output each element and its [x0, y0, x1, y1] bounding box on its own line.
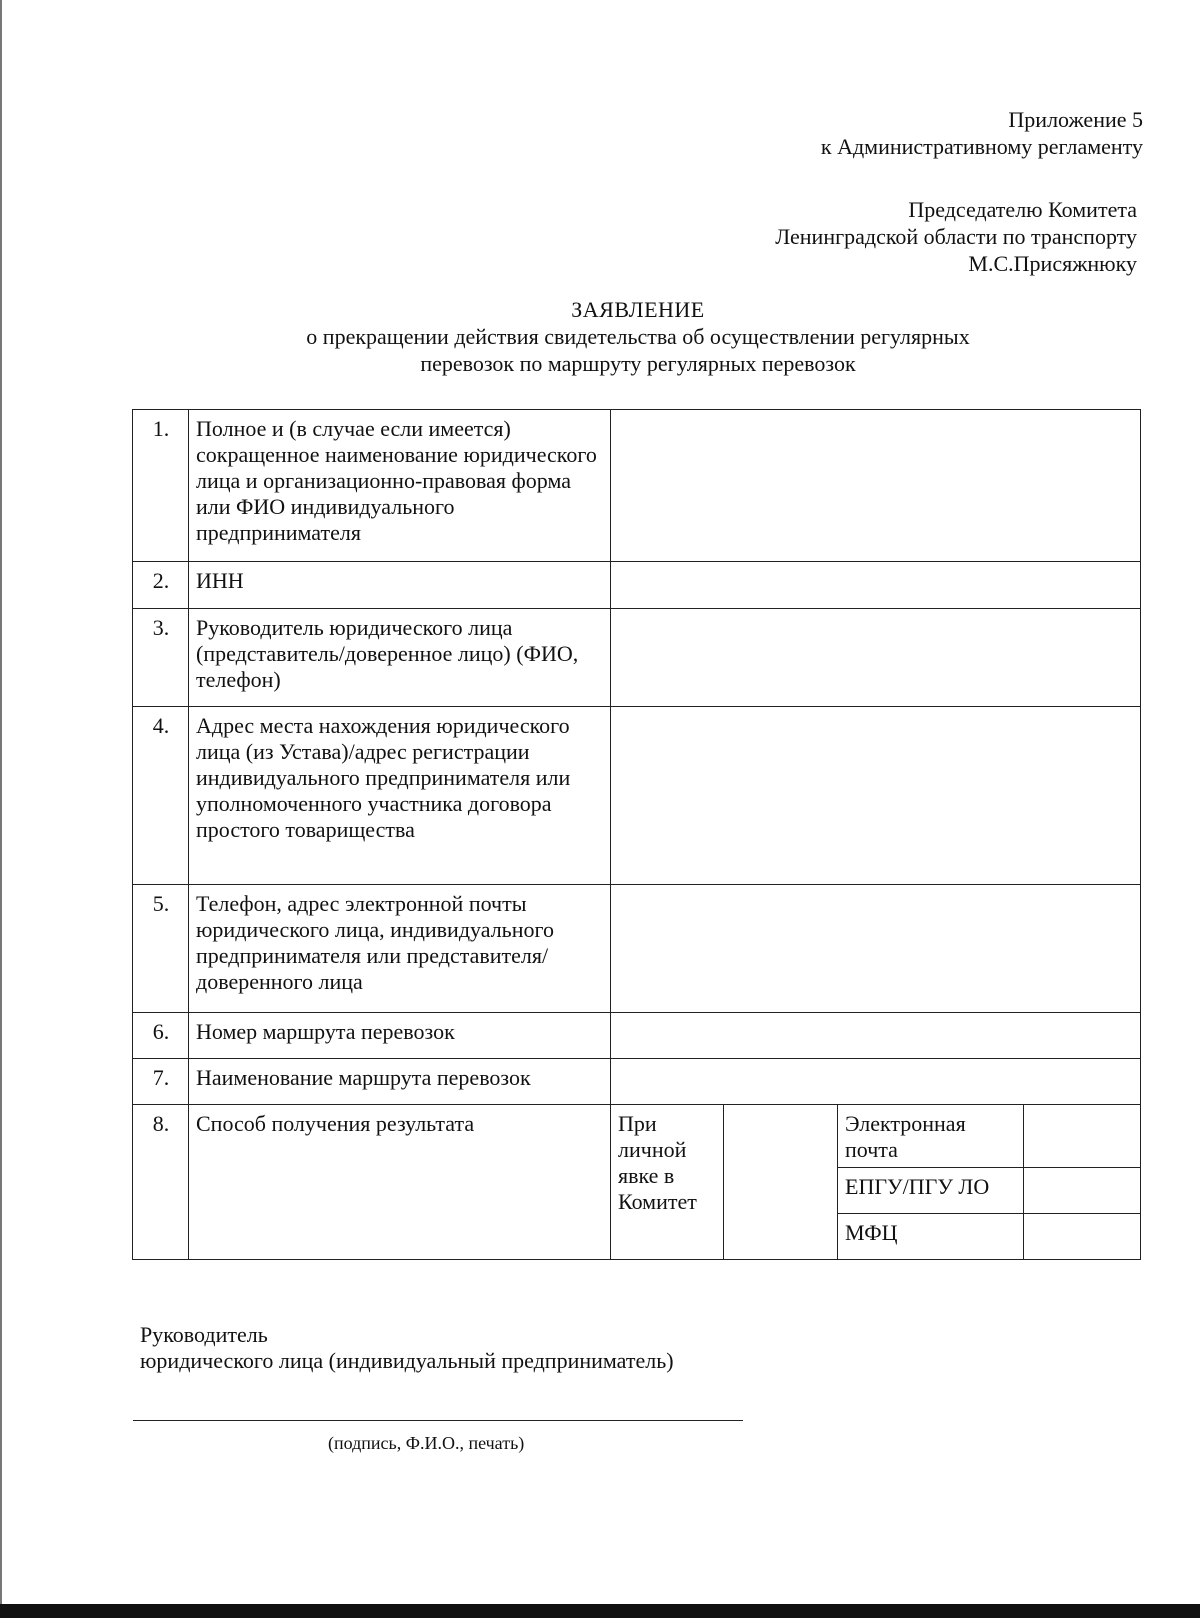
email-option-checkbox[interactable]: [1024, 1105, 1141, 1168]
title-heading: ЗАЯВЛЕНИЕ: [571, 297, 705, 322]
appendix-header: [821, 106, 1143, 160]
signature-line-1: Руководитель: [140, 1322, 268, 1347]
addressee-line-1: Председателю Комитета: [908, 197, 1137, 222]
application-form-table: [132, 409, 1141, 1260]
in-person-option-label: При личной явке в Комитет: [611, 1105, 724, 1260]
row-label: Наименование маршрута перевозок: [189, 1059, 611, 1105]
addressee-line-2: Ленинградской области по транспорту: [775, 224, 1137, 249]
signature-block: [140, 1322, 674, 1374]
appendix-line-1: Приложение 5: [1008, 107, 1143, 132]
signature-line-2: юридического лица (индивидуальный предприниматель): [140, 1348, 674, 1373]
appendix-line-2: к Административному регламенту: [820, 134, 1143, 159]
row-value-field[interactable]: [611, 410, 1141, 562]
row-value-field[interactable]: [611, 1013, 1141, 1059]
mfc-option-label: МФЦ: [838, 1214, 1024, 1260]
row-number: 7.: [133, 1059, 189, 1105]
epgu-option-label: ЕПГУ/ПГУ ЛО: [838, 1168, 1024, 1214]
epgu-option-checkbox[interactable]: [1024, 1168, 1141, 1214]
row-number: 5.: [133, 885, 189, 1013]
title-line-2: перевозок по маршруту регулярных перевозок: [420, 351, 856, 376]
row-value-field[interactable]: [611, 707, 1141, 885]
row-number: 6.: [133, 1013, 189, 1059]
row-label: Адрес места нахождения юридического лица (из Устава)/адрес регистрации индивидуального предпринимателя или уполномоченного участника договора простого товарищества: [189, 707, 611, 885]
table-row: [133, 1013, 1141, 1059]
title-line-1: о прекращении действия свидетельства об осуществлении регулярных: [306, 324, 970, 349]
row-number: 8.: [133, 1105, 189, 1260]
row-number: 3.: [133, 609, 189, 707]
table-row: [133, 609, 1141, 707]
table-row-result-method: [133, 1105, 1141, 1168]
row-number: 1.: [133, 410, 189, 562]
signature-field-line[interactable]: [133, 1420, 743, 1421]
scan-left-edge: [0, 0, 2, 1618]
row-value-field[interactable]: [611, 885, 1141, 1013]
table-row: [133, 410, 1141, 562]
table-row: [133, 885, 1141, 1013]
row-number: 4.: [133, 707, 189, 885]
row-label: ИНН: [189, 562, 611, 609]
row-label: Способ получения результата: [189, 1105, 611, 1260]
addressee-block: [775, 196, 1137, 277]
row-label: Полное и (в случае если имеется) сокращенное наименование юридического лица и организационно-правовая форма или ФИО индивидуального предпринимателя: [189, 410, 611, 562]
row-number: 2.: [133, 562, 189, 609]
in-person-option-checkbox[interactable]: [724, 1105, 838, 1260]
mfc-option-checkbox[interactable]: [1024, 1214, 1141, 1260]
row-label: Номер маршрута перевозок: [189, 1013, 611, 1059]
table-row: [133, 562, 1141, 609]
document-title: [238, 296, 1038, 377]
row-label: Руководитель юридического лица (представитель/доверенное лицо) (ФИО, телефон): [189, 609, 611, 707]
row-value-field[interactable]: [611, 562, 1141, 609]
row-value-field[interactable]: [611, 609, 1141, 707]
table-row: [133, 1059, 1141, 1105]
row-value-field[interactable]: [611, 1059, 1141, 1105]
table-row: [133, 707, 1141, 885]
email-option-label: Электронная почта: [838, 1105, 1024, 1168]
signature-caption: (подпись, Ф.И.О., печать): [328, 1433, 525, 1453]
row-label: Телефон, адрес электронной почты юридического лица, индивидуального предпринимателя или представителя/доверенного лица: [189, 885, 611, 1013]
addressee-line-3: М.С.Присяжнюку: [968, 251, 1137, 276]
scan-bottom-edge: [0, 1604, 1200, 1618]
